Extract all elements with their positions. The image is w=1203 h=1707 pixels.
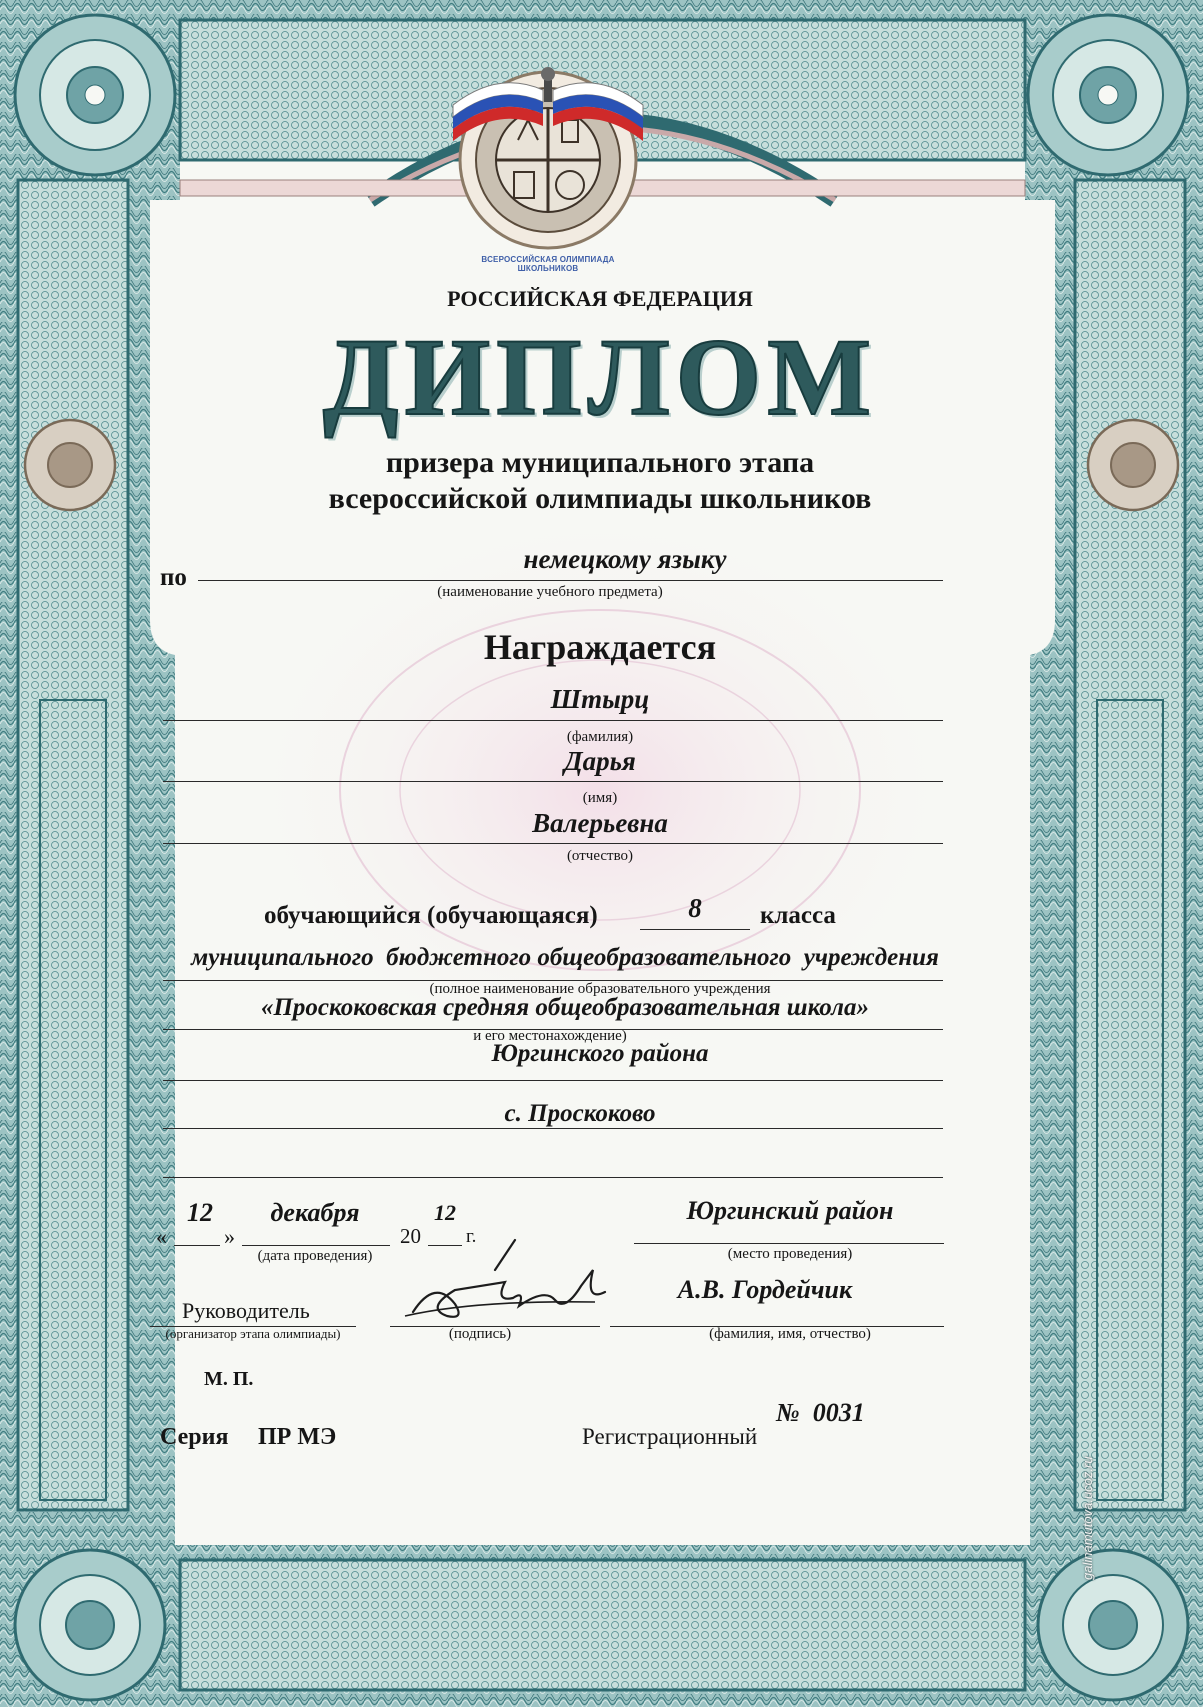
name-line bbox=[163, 781, 943, 782]
medallion-right bbox=[1088, 420, 1178, 510]
date-century: 20 bbox=[400, 1224, 421, 1248]
registration-label: Регистрационный bbox=[582, 1424, 758, 1449]
subject-value: немецкому языку bbox=[523, 544, 727, 574]
series-label: Серия bbox=[160, 1424, 229, 1450]
name-value: Дарья bbox=[564, 746, 636, 776]
place-value: Юргинский район bbox=[686, 1196, 894, 1225]
school-caption-2: и его местонахождение) bbox=[473, 1028, 627, 1044]
patronymic-caption: (отчество) bbox=[566, 848, 634, 864]
subtitle-line-1: призера муниципального этапа bbox=[385, 446, 815, 479]
school-line-1: муниципального бюджетного общеобразовательного учреждения bbox=[191, 944, 939, 971]
date-day: 12 bbox=[187, 1198, 213, 1227]
site-watermark: galinamutova.ucoz.ru bbox=[1080, 1456, 1095, 1580]
subtitle-line-2: всероссийской олимпиады школьников bbox=[328, 482, 872, 515]
school-rule-3 bbox=[163, 1080, 943, 1081]
place-caption: (место проведения) bbox=[727, 1246, 853, 1262]
name-caption: (имя) bbox=[582, 790, 618, 806]
date-caption: (дата проведения) bbox=[257, 1248, 373, 1264]
school-rule-4 bbox=[163, 1128, 943, 1129]
stamp-place: М. П. bbox=[204, 1368, 254, 1390]
rosette-top-left bbox=[15, 15, 175, 175]
school-rule-5 bbox=[163, 1177, 943, 1178]
school-line-4: с. Проскоково bbox=[504, 1100, 656, 1127]
grade-prefix: обучающийся (обучающаяся) bbox=[264, 902, 598, 929]
subject-caption: (наименование учебного предмета) bbox=[437, 584, 663, 600]
school-caption-1: (полное наименование образовательного учреждения bbox=[429, 981, 771, 997]
patronymic-value: Валерьевна bbox=[532, 808, 668, 838]
signatory-role: Руководитель bbox=[182, 1298, 310, 1323]
grade-value: 8 bbox=[688, 893, 702, 923]
medallion-left bbox=[25, 420, 115, 510]
diploma-title: ДИПЛОМ bbox=[322, 316, 878, 438]
date-month-line bbox=[242, 1245, 390, 1246]
patronymic-line bbox=[163, 843, 943, 844]
signatory-name-caption: (фамилия, имя, отчество) bbox=[709, 1326, 871, 1342]
place-line bbox=[634, 1243, 944, 1244]
school-line-2: «Проскоковская средняя общеобразовательная школа» bbox=[260, 994, 870, 1021]
emblem-ring-text: ВСЕРОССИЙСКАЯ ОЛИМПИАДА ШКОЛЬНИКОВ bbox=[481, 255, 615, 273]
rosette-bottom-right bbox=[1038, 1550, 1188, 1700]
grade-line bbox=[640, 929, 750, 930]
date-quote-open: « bbox=[156, 1224, 167, 1249]
surname-caption: (фамилия) bbox=[566, 729, 634, 745]
subject-line bbox=[198, 580, 943, 581]
subject-prefix: по bbox=[160, 564, 187, 591]
signature-caption: (подпись) bbox=[448, 1326, 512, 1342]
signature bbox=[395, 1230, 635, 1330]
date-quote-close: » bbox=[224, 1224, 235, 1249]
date-year-suffix: г. bbox=[466, 1226, 477, 1247]
school-line-3: Юргинского района bbox=[491, 1040, 709, 1067]
registration-number: № 0031 bbox=[776, 1398, 865, 1427]
rosette-top-right bbox=[1028, 15, 1188, 175]
award-heading: Награждается bbox=[483, 627, 717, 667]
grade-suffix: класса bbox=[760, 902, 836, 929]
date-year: 12 bbox=[434, 1200, 456, 1225]
surname-value: Штырц bbox=[550, 684, 650, 714]
date-month: декабря bbox=[270, 1198, 360, 1227]
series-value: ПР МЭ bbox=[258, 1424, 337, 1450]
date-day-line bbox=[174, 1245, 220, 1246]
signatory-name: А.В. Гордейчик bbox=[677, 1275, 853, 1304]
surname-line bbox=[163, 720, 943, 721]
country-heading: РОССИЙСКАЯ ФЕДЕРАЦИЯ bbox=[447, 286, 753, 311]
signatory-role-caption: (организатор этапа олимпиады) bbox=[165, 1326, 341, 1341]
rosette-bottom-left bbox=[15, 1550, 165, 1700]
